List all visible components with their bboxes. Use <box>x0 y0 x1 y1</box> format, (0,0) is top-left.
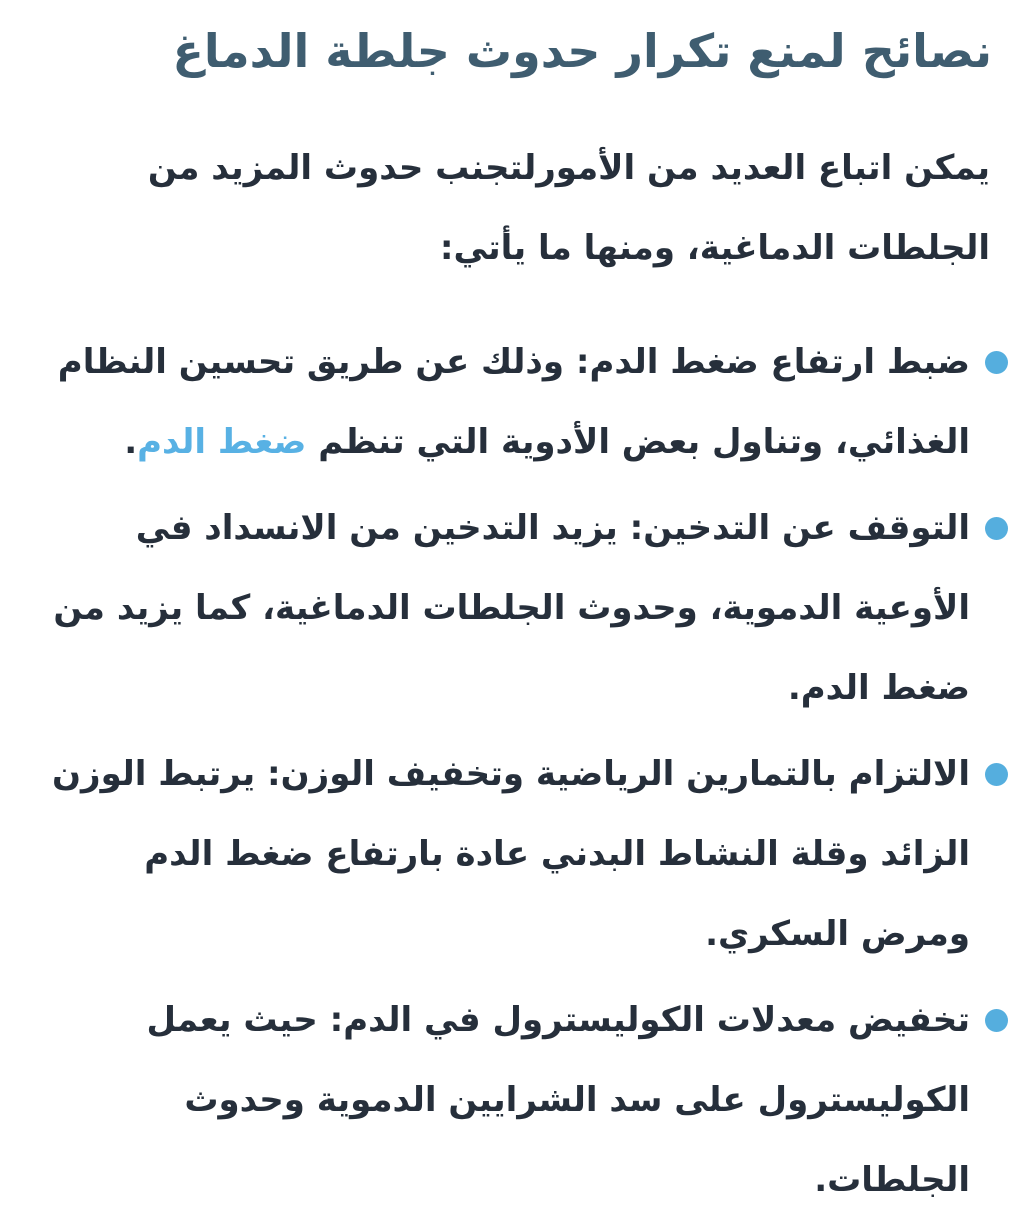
list-item <box>24 322 1008 482</box>
list-item-text: الالتزام بالتمارين الرياضية وتخفيف الوزن: يرتبط الوزن الزائد وقلة النشاط البدني عادة بارتفاع ضغط الدم ومرض السكري. <box>52 754 970 955</box>
list-item <box>24 980 1008 1220</box>
tips-list <box>24 322 1008 1220</box>
page-title: نصائح لمنع تكرار حدوث جلطة الدماغ <box>172 24 992 78</box>
bullet-text-after: . <box>124 422 138 463</box>
intro-paragraph: يمكن اتباع العديد من الأمورلتجنب حدوث المزيد من الجلطات الدماغية، ومنها ما يأتي: <box>147 148 990 269</box>
list-item-text <box>24 322 970 482</box>
blood-pressure-link[interactable]: ضغط الدم <box>137 422 307 463</box>
bullet-icon <box>985 351 1008 374</box>
bullet-icon <box>985 517 1008 540</box>
bullet-icon <box>985 763 1008 786</box>
list-item <box>24 734 1008 974</box>
bullet-icon <box>985 1009 1008 1032</box>
list-item-text: التوقف عن التدخين: يزيد التدخين من الانسداد في الأوعية الدموية، وحدوث الجلطات الدماغية، كما يزيد من ضغط الدم. <box>53 508 970 709</box>
bullet-text: ضبط ارتفاع ضغط الدم: وذلك عن طريق تحسين النظام الغذائي، وتناول بعض الأدوية التي تنظم <box>57 342 970 463</box>
list-item-text: تخفيض معدلات الكوليسترول في الدم: حيث يعمل الكوليسترول على سد الشرايين الدموية وحدوث الجلطات. <box>146 1000 970 1201</box>
list-item <box>24 488 1008 728</box>
